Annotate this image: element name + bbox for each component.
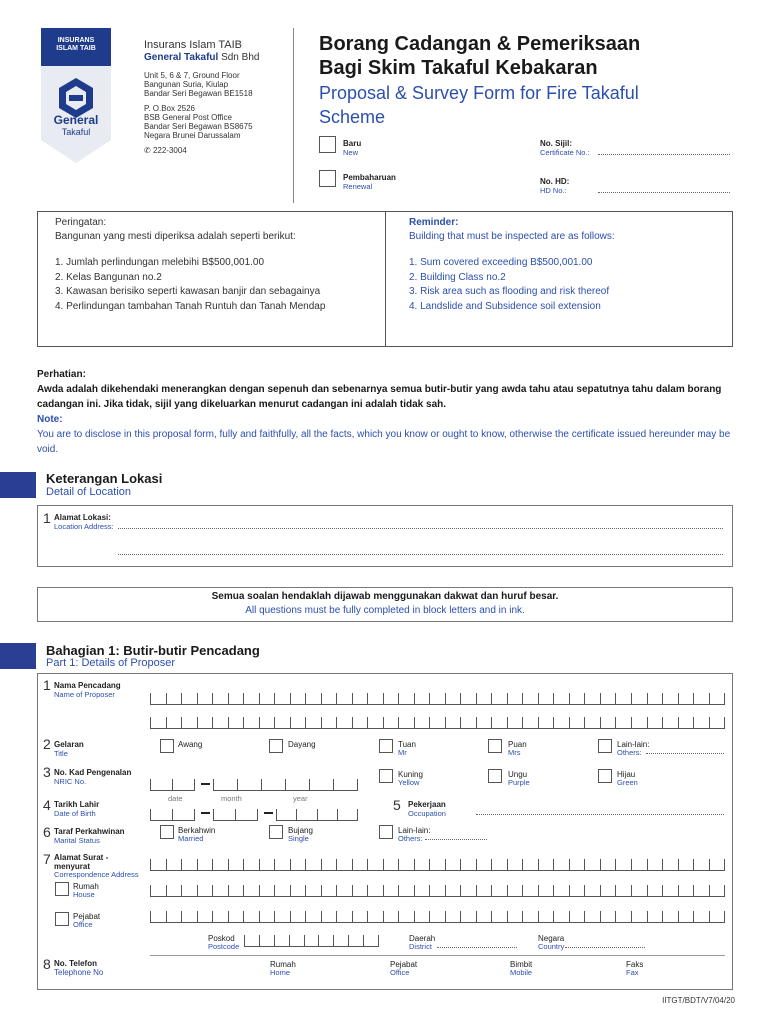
dob-year-input[interactable] (276, 802, 358, 821)
company-sub-rest: Sdn Bhd (218, 52, 260, 63)
notice-ms-title: Perhatian: (37, 369, 86, 380)
q1-num: 1 (43, 677, 51, 693)
logo-line2: ISLAM (56, 45, 78, 52)
title-puan-label-en: Mrs (508, 748, 521, 757)
title-en-line1: Proposal & Survey Form for Fire Takaful (319, 83, 639, 103)
phone-fax-ms: Faks (626, 960, 644, 969)
marital-single-checkbox[interactable] (269, 825, 283, 839)
marital-others-en: Others: (398, 834, 423, 843)
title-tuan-label-ms: Tuan (398, 740, 416, 749)
title-others-label-en: Others: (617, 748, 642, 757)
postcode-ms: Poskod (208, 934, 235, 943)
proposer-name-input-2[interactable] (150, 710, 725, 729)
po-line3: Bandar Seri Begawan BS8675 (144, 122, 253, 131)
warning-en-item: 1. Sum covered exceeding B$500,001.00 (409, 257, 593, 268)
title-ms-line2: Bagi Skim Takaful Kebakaran (319, 57, 598, 79)
location-title-ms: Keterangan Lokasi (46, 471, 163, 486)
part1-title-en: Part 1: Details of Proposer (46, 657, 176, 669)
q1-label-en: Name of Proposer (54, 690, 115, 699)
proposer-name-input[interactable] (150, 686, 725, 705)
correspondence-address-input-1[interactable] (150, 852, 725, 871)
renewal-label-ms: Pembaharuan (343, 173, 396, 182)
postcode-input[interactable] (244, 928, 379, 947)
notice-ms-text: Awda adalah dikehendaki menerangkan dengan sepenuh dan sebenarnya semua butir-butir yang awda tahu atau sepatutnya tahu dalam borang cadangan ini. Jika tidak, sijil yang dikeluarkan menurut cadangan ini adalah tidak sah. (37, 384, 722, 410)
q5-label-ms: Pekerjaan (408, 800, 446, 809)
q7-label-ms2: menyurat (54, 862, 91, 871)
q3-label-en: NRIC No. (54, 777, 87, 786)
location-address-field-1[interactable] (118, 528, 723, 529)
location-q-num: 1 (43, 510, 51, 526)
po-line4: Negara Brunei Darussalam (144, 131, 241, 140)
header-divider (293, 28, 294, 203)
location-addr-ms: Alamat Lokasi: (54, 513, 111, 522)
location-title-en: Detail of Location (46, 486, 131, 498)
nric-yellow-en: Yellow (398, 778, 420, 787)
warning-ms-item: 4. Perlindungan tambahan Tanah Runtuh dan Tanah Mendap (55, 300, 326, 312)
form-code: IITGT/BDT/V7/04/20 (662, 996, 735, 1005)
q2-num: 2 (43, 736, 51, 752)
q2-label-ms: Gelaran (54, 740, 84, 749)
new-label-ms: Baru (343, 139, 362, 148)
nric-dash (201, 783, 210, 785)
warning-ms-item: 2. Kelas Bangunan no.2 (55, 271, 162, 283)
country-ms: Negara (538, 934, 565, 943)
dob-month-input[interactable] (213, 802, 258, 821)
address-house-checkbox[interactable] (55, 882, 69, 896)
address-office-checkbox[interactable] (55, 912, 69, 926)
phone-row-divider (150, 955, 725, 956)
nric-green-en: Green (617, 778, 638, 787)
q6-label-ms: Taraf Perkahwinan (54, 827, 125, 836)
form-title (319, 32, 759, 129)
phone-mobile-ms: Bimbit (510, 960, 533, 969)
warning-en-title: Reminder: (409, 217, 459, 228)
hd-label-ms: No. HD: (540, 177, 570, 186)
phone-office-ms: Pejabat (390, 960, 418, 969)
warning-ms-title: Peringatan: (55, 217, 107, 228)
po-line2: BSB General Post Office (144, 113, 232, 122)
part1-title-ms: Bahagian 1: Butir-butir Pencadang (46, 643, 260, 658)
marital-married-en: Married (178, 834, 204, 843)
nric-green-checkbox[interactable] (598, 769, 612, 783)
nric-purple-en: Purple (508, 778, 530, 787)
q7-label-en: Correspondence Address (54, 870, 139, 879)
district-field[interactable] (437, 947, 517, 948)
marital-others-field[interactable] (425, 839, 487, 840)
address-line1: Unit 5, 6 & 7, Ground Floor (144, 71, 240, 80)
warning-ms-item: 3. Kawasan berisiko seperti kawasan banjir dan sebagainya (55, 286, 321, 297)
nric-purple-ms: Ungu (508, 770, 528, 779)
title-tuan-label-en: Mr (398, 748, 407, 757)
address-line3: Bandar Seri Begawan BE1518 (144, 89, 253, 98)
nric-part1-input[interactable] (150, 772, 195, 791)
logo-general: General (53, 113, 99, 127)
country-field[interactable] (565, 947, 645, 948)
section-marker (0, 472, 36, 498)
renewal-checkbox[interactable] (319, 170, 336, 187)
location-address-field-2[interactable] (118, 554, 723, 555)
address-office-en: Office (73, 920, 93, 929)
postcode-en: Postcode (208, 942, 240, 951)
title-others-label-ms: Lain-lain: (617, 740, 650, 749)
dob-date-hint: date (168, 794, 183, 803)
marital-single-ms: Bujang (288, 826, 313, 835)
occupation-field[interactable] (476, 814, 724, 815)
logo-takaful: Takaful (61, 127, 91, 137)
warning-en-list (409, 256, 729, 314)
q5-num: 5 (393, 797, 401, 813)
correspondence-address-input-2[interactable] (150, 878, 725, 897)
dob-date-input[interactable] (150, 802, 195, 821)
phone-office-en: Office (390, 968, 410, 977)
q4-num: 4 (43, 797, 51, 813)
title-dayang-label: Dayang (288, 740, 316, 749)
address-line2: Bangunan Suria, Kiulap (144, 80, 229, 89)
title-others-field[interactable] (646, 753, 724, 754)
notice-en-title: Note: (37, 414, 63, 425)
hd-label-en: HD No.: (540, 186, 567, 195)
po-line1: P. O.Box 2526 (144, 104, 195, 113)
district-ms: Daerah (409, 934, 436, 943)
title-others-checkbox[interactable] (598, 739, 612, 753)
title-en-line2: Scheme (319, 107, 386, 127)
location-addr-en: Location Address: (54, 522, 114, 531)
nric-yellow-checkbox[interactable] (379, 769, 393, 783)
company-sub-bold: General Takaful (144, 52, 219, 63)
address-house-en: House (73, 890, 95, 899)
nric-part2-input[interactable] (213, 772, 358, 791)
warning-ms-intro: Bangunan yang mesti diperiksa adalah seperti berikut: (55, 231, 296, 242)
nric-yellow-ms: Kuning (398, 770, 423, 779)
q3-label-ms: No. Kad Pengenalan (54, 768, 132, 777)
phone-icon: ✆ (144, 146, 151, 155)
logo-line1: INSURANS (57, 37, 95, 44)
warning-ms-item: 1. Jumlah perlindungan melebihi B$500,001.00 (55, 257, 265, 268)
q6-num: 6 (43, 824, 51, 840)
warning-en-intro: Building that must be inspected are as follows: (409, 231, 615, 242)
marital-married-checkbox[interactable] (160, 825, 174, 839)
location-box (37, 505, 733, 567)
instruction-en: All questions must be fully completed in block letters and in ink. (245, 605, 525, 616)
instruction-ms: Semua soalan hendaklah dijawab menggunakan dakwat dan huruf besar. (211, 591, 559, 602)
dob-year-hint: year (293, 794, 308, 803)
renewal-label-en: Renewal (343, 182, 373, 191)
dob-dash (264, 812, 273, 814)
title-tuan-checkbox[interactable] (379, 739, 393, 753)
title-puan-label-ms: Puan (508, 740, 527, 749)
phone-mobile-en: Mobile (510, 968, 533, 977)
phone-home-en: Home (270, 968, 291, 977)
disclosure-notice (37, 367, 737, 457)
marital-single-en: Single (288, 834, 309, 843)
phone-fax-en: Fax (626, 968, 639, 977)
warning-ms-list (55, 256, 375, 314)
warning-en-item: 3. Risk area such as flooding and risk thereof (409, 286, 610, 297)
q8-label-en: Telephone No (54, 968, 104, 977)
logo-line3: TAIB (79, 45, 96, 52)
warning-ms (55, 216, 375, 314)
cert-no-field[interactable] (598, 154, 730, 155)
warning-en-item: 2. Building Class no.2 (409, 271, 506, 283)
q1-label-ms: Nama Pencadang (54, 681, 121, 690)
correspondence-address-input-3[interactable] (150, 904, 725, 923)
reminder-divider (385, 211, 386, 347)
q7-num: 7 (43, 851, 51, 867)
warning-en (409, 216, 729, 314)
district-en: District (409, 942, 432, 951)
company-logo (41, 28, 111, 163)
section-marker (0, 643, 36, 669)
q2-label-en: Title (54, 749, 68, 758)
q7-label-ms1: Alamat Surat - (54, 853, 109, 862)
title-awang-label: Awang (178, 740, 203, 749)
company-name: Insurans Islam TAIB (144, 39, 243, 51)
new-checkbox[interactable] (319, 136, 336, 153)
title-awang-checkbox[interactable] (160, 739, 174, 753)
marital-others-checkbox[interactable] (379, 825, 393, 839)
dob-dash (201, 812, 210, 814)
hd-no-field[interactable] (598, 192, 730, 193)
nric-purple-checkbox[interactable] (488, 769, 502, 783)
notice-en-text: You are to disclose in this proposal form, fully and faithfully, all the facts, which you know or ought to know, otherwise the certificate issued hereunder may be void. (37, 429, 731, 455)
new-label-en: New (343, 148, 359, 157)
warning-en-item: 4. Landslide and Subsidence soil extension (409, 300, 601, 312)
q4-label-en: Date of Birth (54, 809, 96, 818)
nric-green-ms: Hijau (617, 770, 636, 779)
country-en: Country (538, 942, 565, 951)
cert-label-en: Certificate No.: (540, 148, 590, 157)
title-puan-checkbox[interactable] (488, 739, 502, 753)
address-house-ms: Rumah (73, 882, 99, 891)
dob-month-hint: month (221, 794, 242, 803)
company-phone: 222-3004 (152, 146, 187, 155)
q4-label-ms: Tarikh Lahir (54, 800, 100, 809)
q5-label-en: Occupation (408, 809, 446, 818)
company-info (144, 39, 294, 155)
cert-label-ms: No. Sijil: (540, 139, 572, 148)
title-dayang-checkbox[interactable] (269, 739, 283, 753)
q6-label-en: Marital Status (54, 836, 100, 845)
q8-label-ms: No. Telefon (54, 959, 97, 968)
phone-home-ms: Rumah (270, 960, 296, 969)
q8-num: 8 (43, 956, 51, 972)
title-ms-line1: Borang Cadangan & Pemeriksaan (319, 33, 641, 55)
q3-num: 3 (43, 764, 51, 780)
marital-others-ms: Lain-lain: (398, 826, 431, 835)
marital-married-ms: Berkahwin (178, 826, 216, 835)
address-office-ms: Pejabat (73, 912, 101, 921)
